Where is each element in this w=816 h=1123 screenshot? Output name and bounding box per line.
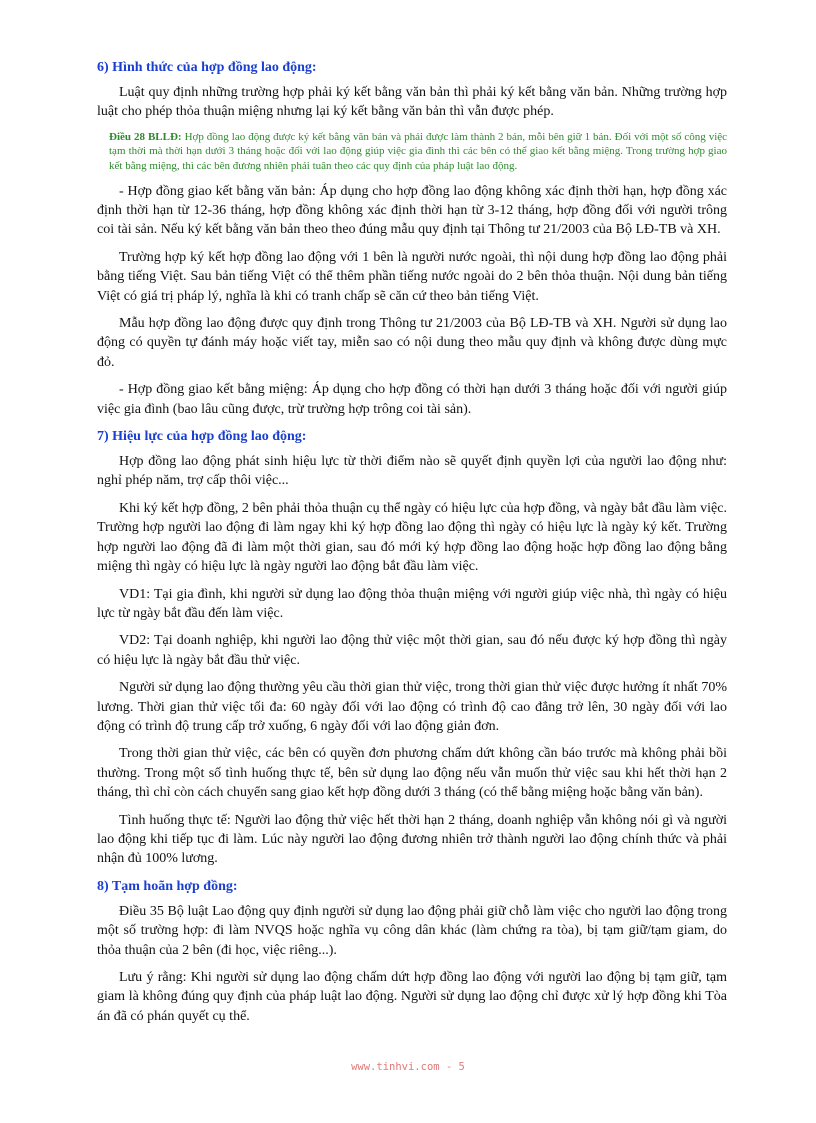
section-7-paragraph-5: Người sử dụng lao động thường yêu cầu thời gian thử việc, trong thời gian thử việc được hưởng ít nhất 70% lương. Thời gian thử việc tối đa: 60 ngày đối với lao động có trình độ cao đẳng trở lên, 30 ngày đối với lao động có trình độ trung cấp trở xuống, 6 ngày đối với lao động giản đơn. (97, 680, 727, 734)
page-footer[interactable]: www.tinhvi.com - 5 (351, 1061, 465, 1073)
section-8-paragraph-1: Điều 35 Bộ luật Lao động quy định người sử dụng lao động phải giữ chỗ làm việc cho người lao động trong một số trường hợp: đi làm NVQS hoặc nghĩa vụ công dân khác (làm chứng ra tòa), bị tạm giữ/tạm giam, do thỏa thuận của 2 bên (đi học, việc riêng...). (97, 903, 727, 958)
section-7-paragraph-1: Hợp đồng lao động phát sinh hiệu lực từ thời điểm nào sẽ quyết định quyền lợi của người lao động như: nghỉ phép năm, trợ cấp thôi việc... (97, 454, 727, 489)
article-28-label: Điều 28 BLLĐ: (109, 130, 182, 143)
section-7-paragraph-3: VD1: Tại gia đình, khi người sử dụng lao động thỏa thuận miệng với người giúp việc nhà, thì ngày có hiệu lực từ ngày bắt đầu đến làm việc. (97, 586, 727, 621)
section-6-paragraph-5: - Hợp đồng giao kết bằng miệng: Áp dụng cho hợp đồng có thời hạn dưới 3 tháng hoặc đối với người giúp việc gia đình (bao lâu cũng được, trừ trường hợp trông coi tài sản). (97, 382, 727, 417)
section-7-paragraph-2: Khi ký kết hợp đồng, 2 bên phải thỏa thuận cụ thể ngày có hiệu lực của hợp đồng, và ngày bắt đầu làm việc. Trường hợp người lao động đi làm ngay khi ký hợp đồng lao động thì ngày có hiệu lực là ngày ký kết. Trường hợp người lao động đã đi làm một thời gian, sau đó mới ký hợp đồng lao động hoặc hợp đồng lao động bằng miệng thì ngày có hiệu lực là ngày người lao động bắt đầu làm việc. (97, 500, 727, 575)
article-28-text: Hợp đồng lao động được ký kết bằng văn bản và phải được làm thành 2 bản, mỗi bên giữ 1 bản. Đối với một số công việc tạm thời mà thời hạn dưới 3 tháng hoặc đối với lao động giúp việc gia đình thì các bên có thể giao kết bằng miệng. Trong trường hợp giao kết bằng miệng, thì các bên đương nhiên phải tuân theo các quy định của pháp luật lao động. (109, 130, 728, 172)
section-6-heading: 6) Hình thức của hợp đồng lao động: (97, 60, 317, 75)
section-7-paragraph-4: VD2: Tại doanh nghiệp, khi người lao động thử việc một thời gian, sau đó nếu được ký hợp đồng thì ngày có hiệu lực là ngày bắt đầu thử việc. (97, 633, 727, 668)
section-7-paragraph-7: Tình huống thực tế: Người lao động thử việc hết thời hạn 2 tháng, doanh nghiệp vẫn không nói gì và người lao động khi tiếp tục đi làm. Lúc này người lao động đương nhiên trở thành người lao động chính thức và phải nhận đủ 100% lương. (97, 812, 727, 867)
section-8-paragraph-2: Lưu ý rằng: Khi người sử dụng lao động chấm dứt hợp đồng lao động với người lao động bị tạm giữ, tạm giam là không đúng quy định của pháp luật lao động. Người sử dụng lao động chỉ được xử lý hợp đồng khi Tòa án đã có phán quyết cụ thể. (97, 970, 727, 1024)
article-28-note (109, 130, 727, 174)
section-6-paragraph-2: - Hợp đồng giao kết bằng văn bản: Áp dụng cho hợp đồng lao động không xác định thời hạn, hợp đồng xác định thời hạn từ 12-36 tháng, hợp đồng không xác định thời hạn từ 3-12 tháng, hợp đồng đối với người trông coi tài sản. Nếu ký kết bằng văn bản theo theo đúng mẫu quy định tại Thông tư 21/2003 của Bộ LĐ-TB và XH. (97, 183, 727, 238)
page-content (97, 58, 727, 1034)
section-6-paragraph-3: Trường hợp ký kết hợp đồng lao động với 1 bên là người nước ngoài, thì nội dung hợp đồng lao động phải bằng tiếng Việt. Sau bản tiếng Việt có thể thêm phần tiếng nước ngoài do 2 bên thỏa thuận. Nội dung bản tiếng Việt có giá trị pháp lý, nghĩa là khi có tranh chấp sẽ căn cứ theo bản tiếng Việt. (97, 249, 727, 304)
section-8-heading: 8) Tạm hoãn hợp đồng: (97, 878, 238, 894)
section-7-heading: 7) Hiệu lực của hợp đồng lao động: (97, 429, 307, 445)
section-7-paragraph-6: Trong thời gian thử việc, các bên có quyền đơn phương chấm dứt không cần báo trước mà không phải bồi thường. Trong một số tình huống thực tế, bên sử dụng lao động nếu vẫn muốn thử việc sau khi hết thời hạn 2 tháng, thì chỉ còn cách chuyển sang giao kết hợp đồng dưới 3 tháng (có thể bằng miệng hoặc bằng văn bản). (97, 746, 727, 801)
section-6-paragraph-1: Luật quy định những trường hợp phải ký kết bằng văn bản thì phải ký kết bằng văn bản. Những trường hợp luật cho phép thỏa thuận miệng nhưng lại ký kết bằng văn bản thì vẫn được phép. (97, 85, 727, 120)
section-6-paragraph-4: Mẫu hợp đồng lao động được quy định trong Thông tư 21/2003 của Bộ LĐ-TB và XH. Người sử dụng lao động có quyền tự đánh máy hoặc viết tay, miễn sao có nội dung theo mẫu quy định và không được dùng mực đỏ. (97, 316, 727, 370)
